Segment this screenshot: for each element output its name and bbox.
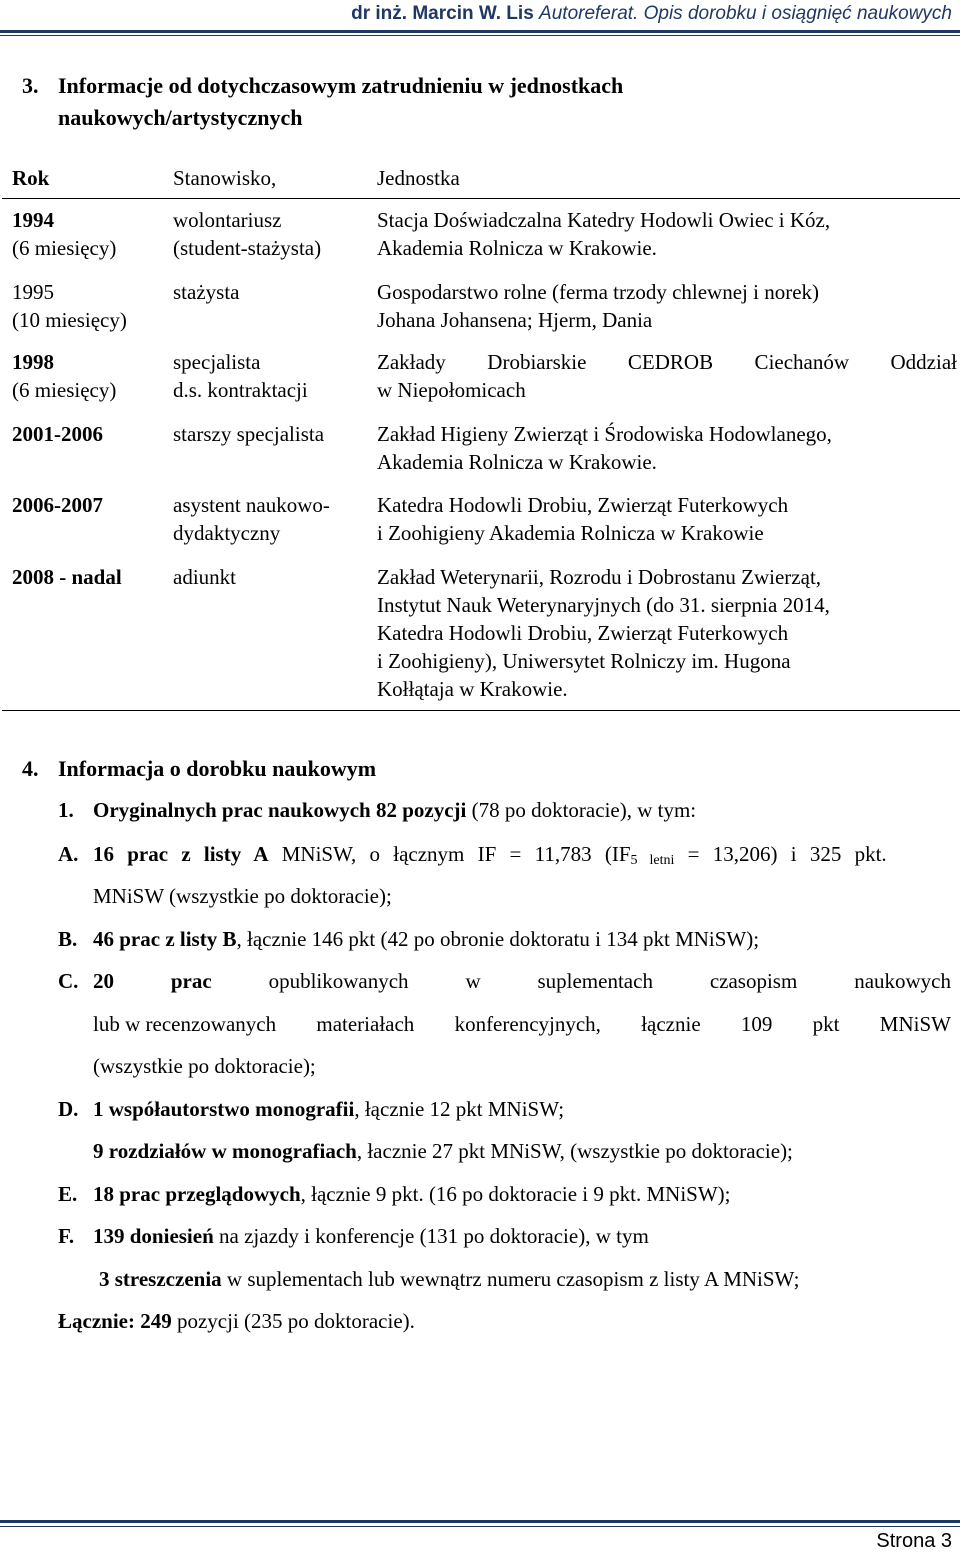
pub-sub: 5 (630, 853, 638, 868)
footer-rule-thin (0, 1526, 960, 1527)
pub-sub: letni (649, 853, 675, 868)
table-row (12, 348, 167, 404)
unit-line: i Zoohigieny Akademia Rolnicza w Krakowie (377, 521, 764, 545)
section4-number: 4. (22, 756, 39, 781)
pub-bold: 139 doniesień (93, 1224, 214, 1248)
unit-line: Zakład Higieny Zwierząt i Środowiska Hodowlanego, (377, 422, 832, 446)
row-unit (377, 206, 957, 262)
pub-bold: 3 streszczenia (99, 1267, 222, 1291)
pub-item-D-line2 (93, 1137, 793, 1165)
pub-text: , łacznie 27 pkt MNiSW, (wszystkie po doktoracie); (356, 1139, 793, 1163)
table-row (12, 278, 167, 334)
unit-line: Zakłady Drobiarskie CEDROB Ciechanów Oddział (377, 350, 957, 374)
pub-word: 109 (740, 1012, 773, 1036)
position-line: (student-stażysta) (173, 236, 322, 260)
pub-word: naukowych (854, 969, 951, 993)
unit-line: Akademia Rolnicza w Krakowie. (377, 236, 657, 260)
row-unit (377, 563, 957, 703)
pub-label: B. (58, 927, 78, 951)
footer-rule-thick (0, 1520, 960, 1523)
row-year: 2006-2007 (12, 493, 103, 517)
pub-text: pozycji (235 po doktoracie). (171, 1309, 415, 1333)
row-unit (377, 491, 957, 547)
pub-bold: Łącznie: 249 (58, 1309, 172, 1333)
pub-bold: 18 prac przeglądowych (93, 1182, 301, 1206)
pub-word: suplementach (537, 969, 653, 993)
row-position (173, 491, 373, 547)
row-unit (377, 420, 957, 476)
section3-title-line1: Informacje od dotychczasowym zatrudnieniu w jednostkach (58, 73, 624, 98)
pub-label: A. (58, 842, 79, 866)
header-unit: Jednostka (377, 166, 460, 190)
pub-text: MNiSW, o łącznym IF = 11,783 (IF (268, 842, 631, 866)
pub-word: w (465, 969, 481, 993)
pub-bold: 1 współautorstwo monografii (93, 1097, 355, 1121)
pub-item-C-line2 (93, 1010, 951, 1038)
pub-text: na zjazdy i konferencje (131 po doktoracie), w tym (213, 1224, 649, 1248)
pub-text: = 13,206) i 325 pkt. (674, 842, 887, 866)
row-unit (377, 348, 957, 404)
header-rule-thick (0, 30, 960, 33)
header-position: Stanowisko, (173, 166, 277, 190)
pub-label: C. (58, 969, 79, 993)
unit-line: w Niepołomicach (377, 378, 526, 402)
row-duration: (6 miesięcy) (12, 378, 117, 402)
position-line: adiunkt (173, 565, 236, 589)
header-author: dr inż. Marcin W. Lis (351, 3, 534, 24)
unit-line: Instytut Nauk Weterynaryjnych (do 31. sierpnia 2014, (377, 593, 830, 617)
unit-line: Johana Johansena; Hjerm, Dania (377, 308, 653, 332)
row-year: 1994 (12, 208, 54, 232)
row-position (173, 206, 373, 262)
section3-title-line2: naukowych/artystycznych (58, 105, 303, 130)
pub-item-C-line1 (93, 967, 951, 995)
row-year: 1995 (12, 280, 54, 304)
pub-text: w suplementach lub wewnątrz numeru czasopism z listy A MNiSW; (221, 1267, 800, 1291)
position-line: d.s. kontraktacji (173, 378, 308, 402)
pub-word: czasopism (709, 969, 798, 993)
pub-label: D. (58, 1097, 79, 1121)
row-duration: (10 miesięcy) (12, 308, 127, 332)
section3-number: 3. (22, 73, 39, 98)
pub-word: pkt (812, 1012, 840, 1036)
table-top-rule (2, 198, 960, 199)
pub-word: prac (170, 969, 212, 993)
pub-text: , łącznie 146 pkt (42 po obronie doktoratu i 134 pkt MNiSW); (236, 927, 760, 951)
header-title: Autoreferat. Opis dorobku i osiągnięć naukowych (539, 3, 952, 24)
pub-word: MNiSW (879, 1012, 951, 1036)
row-position (173, 278, 373, 306)
pub-word: 20 (93, 969, 114, 993)
pub-text: (78 po doktoracie), w tym: (466, 798, 697, 822)
unit-line: Stacja Doświadczalna Katedry Hodowli Owiec i Kóz, (377, 208, 831, 232)
position-line: stażysta (173, 280, 240, 304)
position-line: starszy specjalista (173, 422, 325, 446)
unit-line: Gospodarstwo rolne (ferma trzody chlewnej i norek) (377, 280, 820, 304)
pub-word: materiałach (316, 1012, 415, 1036)
row-duration: (6 miesięcy) (12, 236, 117, 260)
header-rule-thin (0, 35, 960, 36)
unit-line: Kołłątaja w Krakowie. (377, 677, 568, 701)
pub-total (58, 1307, 415, 1335)
pub-label: E. (58, 1182, 78, 1206)
pub-label: F. (58, 1224, 75, 1248)
row-year: 1998 (12, 350, 54, 374)
page-header (0, 0, 960, 36)
pub-bold: 9 rozdziałów w monografiach (93, 1139, 357, 1163)
pub-item-C-line3: (wszystkie po doktoracie); (93, 1054, 316, 1078)
table-bottom-rule (2, 710, 960, 711)
pub-item-F-line2 (99, 1265, 799, 1293)
pub-bold: 46 prac z listy B (93, 927, 237, 951)
position-line: wolontariusz (173, 208, 282, 232)
row-position (173, 420, 373, 448)
pub-word: opublikowanych (268, 969, 409, 993)
section4-heading (22, 753, 622, 785)
position-line: specjalista (173, 350, 261, 374)
unit-line: Katedra Hodowli Drobiu, Zwierząt Futerkowych (377, 621, 789, 645)
header-year: Rok (12, 166, 50, 190)
pub-word: konferencyjnych, (454, 1012, 601, 1036)
row-position (173, 348, 373, 404)
section3-heading (22, 70, 942, 134)
pub-word: łącznie (641, 1012, 701, 1036)
pub-text: , łącznie 12 pkt MNiSW; (354, 1097, 565, 1121)
row-unit (377, 278, 957, 334)
row-year: 2001-2006 (12, 422, 103, 446)
pub-item-A-line2: MNiSW (wszystkie po doktoracie); (93, 884, 392, 908)
pub-text: , łącznie 9 pkt. (16 po doktoracie i 9 pkt. MNiSW); (300, 1182, 731, 1206)
pub-bold: 16 prac z listy A (93, 842, 269, 866)
unit-line: Akademia Rolnicza w Krakowie. (377, 450, 657, 474)
pub-word: lub w recenzowanych (93, 1012, 277, 1036)
unit-line: Katedra Hodowli Drobiu, Zwierząt Futerkowych (377, 493, 789, 517)
row-year: 2008 - nadal (12, 565, 122, 589)
position-line: asystent naukowo- (173, 493, 330, 517)
pub-label: 1. (58, 798, 74, 822)
unit-line: Zakład Weterynarii, Rozrodu i Dobrostanu Zwierząt, (377, 565, 822, 589)
row-position (173, 563, 373, 591)
section4-title: Informacja o dorobku naukowym (58, 756, 377, 781)
position-line: dydaktyczny (173, 521, 281, 545)
unit-line: i Zoohigieny), Uniwersytet Rolniczy im. Hugona (377, 649, 791, 673)
page-number: Strona 3 (876, 1530, 952, 1552)
table-row (12, 206, 167, 262)
pub-bold: Oryginalnych prac naukowych 82 pozycji (93, 798, 467, 822)
header-text (351, 3, 952, 25)
